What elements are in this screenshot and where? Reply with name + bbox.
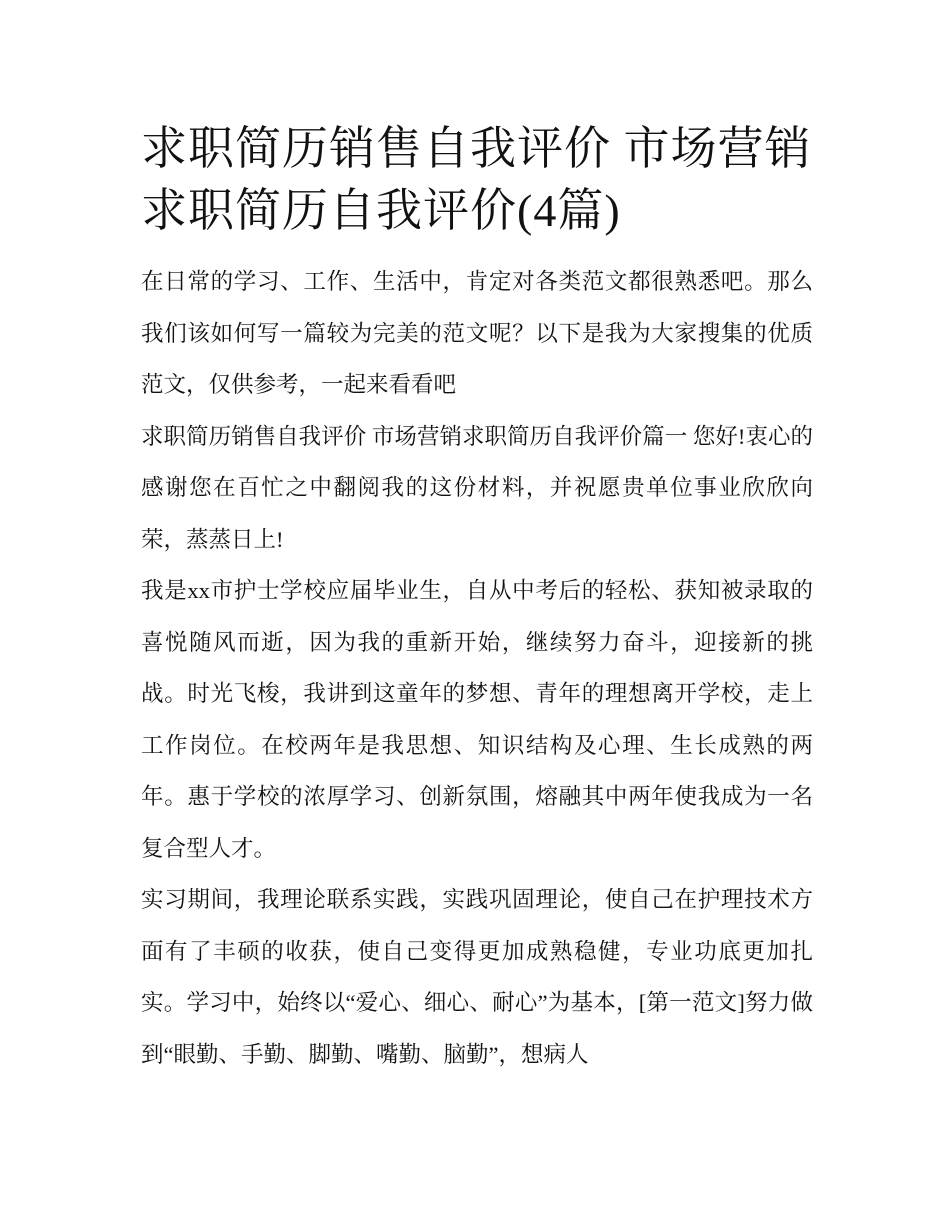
- greeting-paragraph: 求职简历销售自我评价 市场营销求职简历自我评价篇一 您好!衷心的感谢您在百忙之中翻阅我的这份材料，并祝愿贵单位事业欣欣向荣，蒸蒸日上!: [141, 423, 813, 552]
- document-title: 求职简历销售自我评价 市场营销求职简历自我评价(4篇): [141, 123, 812, 236]
- internship-paragraph: 实习期间，我理论联系实践，实践巩固理论，使自己在护理技术方面有了丰硕的收获，使自己变得更加成熟稳健，专业功底更加扎实。学习中，始终以“爱心、细心、耐心”为基本，[第一范文]努力做到“眼勤、手勤、脚勤、嘴勤、脑勤”，想病人: [141, 887, 813, 1067]
- intro-paragraph: 在日常的学习、工作、生活中，肯定对各类范文都很熟悉吧。那么我们该如何写一篇较为完美的范文呢？以下是我为大家搜集的优质范文，仅供参考，一起来看看吧: [141, 269, 813, 397]
- background-paragraph: 我是xx市护士学校应届毕业生，自从中考后的轻松、获知被录取的喜悦随风而逝，因为我的重新开始，继续努力奋斗，迎接新的挑战。时光飞梭，我讲到这童年的梦想、青年的理想离开学校，走上工作岗位。在校两年是我思想、知识结构及心理、生长成熟的两年。惠于学校的浓厚学习、创新氛围，熔融其中两年使我成为一名复合型人才。: [141, 578, 813, 861]
- document-body: [141, 118, 813, 1080]
